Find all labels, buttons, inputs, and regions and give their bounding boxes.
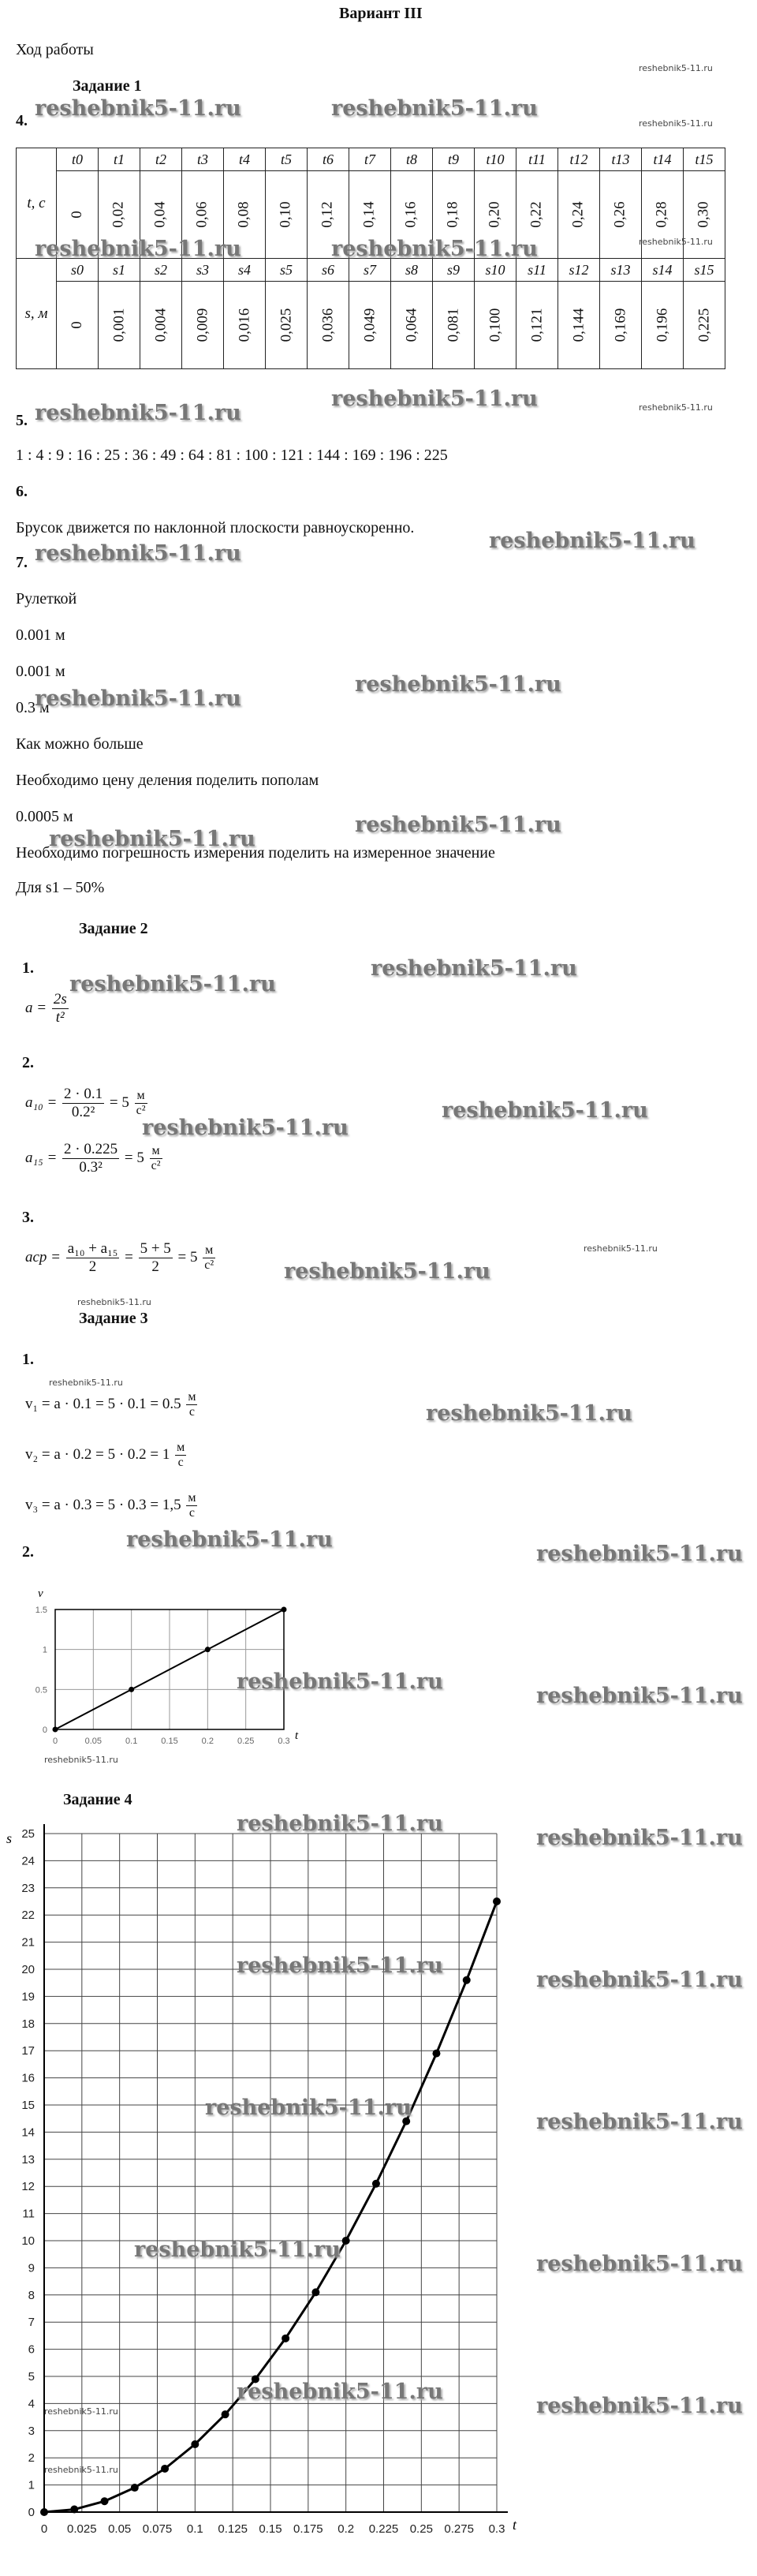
task3-heading: Задание 3 (79, 1310, 148, 1327)
watermark: reshebnik5-11.ru (284, 1259, 490, 1284)
s-header: s4 (224, 259, 266, 282)
t-value: 0,20 (475, 171, 516, 259)
t-value: 0 (57, 171, 99, 259)
y-tick-label: 1 (42, 1645, 47, 1655)
s-value-row (17, 282, 725, 369)
y-tick-label: 20 (21, 1963, 35, 1976)
watermark-small: reshebnik5-11.ru (44, 2465, 118, 2475)
watermark-small: reshebnik5-11.ru (584, 1243, 658, 1254)
s-value: 0,064 (391, 282, 433, 369)
s-value: 0,009 (182, 282, 224, 369)
x-tick-label: 0.125 (218, 2522, 248, 2536)
watermark: reshebnik5-11.ru (331, 96, 538, 121)
halve-text: Необходимо цену деления поделить пополам (16, 772, 319, 789)
watermark: reshebnik5-11.ru (69, 972, 276, 996)
s-header: s8 (391, 259, 433, 282)
x-tick-label: 0 (52, 1737, 58, 1746)
task4-heading: Задание 4 (63, 1791, 132, 1808)
s-value: 0,016 (224, 282, 266, 369)
watermark: reshebnik5-11.ru (536, 1684, 743, 1708)
data-point (432, 2050, 440, 2058)
s-header: s5 (266, 259, 308, 282)
s-header: s11 (516, 259, 558, 282)
t-header: t7 (349, 148, 391, 171)
value-3: 0.3 м (16, 699, 50, 716)
y-axis-label: v (38, 1587, 43, 1600)
y-tick-label: 0.5 (35, 1685, 47, 1696)
t-value: 0,30 (684, 171, 725, 259)
data-point (463, 1976, 471, 1984)
watermark: reshebnik5-11.ru (237, 1811, 443, 1836)
t-value: 0,26 (600, 171, 642, 259)
y-tick-label: 7 (28, 2316, 35, 2330)
s-header: s3 (182, 259, 224, 282)
formula-a10: a₁₀ = $\frac{2 \cdot 0.1}{\text{0.2²}}$ = 5 $\frac{м}{\text{с²}}$ (25, 1086, 146, 1120)
t-header: t12 (558, 148, 600, 171)
s-header: s10 (475, 259, 516, 282)
t-header: t6 (308, 148, 349, 171)
watermark: reshebnik5-11.ru (237, 1669, 443, 1694)
task3-item-1: 1. (22, 1351, 34, 1368)
s-header: s12 (558, 259, 600, 282)
watermark: reshebnik5-11.ru (371, 956, 577, 981)
t-value: 0,10 (266, 171, 308, 259)
x-tick-label: 0.1 (186, 2522, 203, 2536)
x-tick-label: 0.175 (293, 2522, 323, 2536)
x-tick-label: 0.05 (108, 2522, 132, 2536)
s-value: 0,049 (349, 282, 391, 369)
watermark: reshebnik5-11.ru (536, 1542, 743, 1566)
tool-text: Рулеткой (16, 590, 77, 608)
watermark: reshebnik5-11.ru (442, 1098, 648, 1123)
data-point (311, 2288, 319, 2296)
data-point (282, 2335, 289, 2342)
x-tick-label: 0.3 (488, 2522, 505, 2536)
watermark: reshebnik5-11.ru (134, 2238, 341, 2262)
x-tick-label: 0.25 (237, 1737, 255, 1746)
y-tick-label: 5 (28, 2370, 35, 2383)
data-point (70, 2506, 78, 2514)
s-value: 0,169 (600, 282, 642, 369)
y-tick-label: 14 (21, 2125, 35, 2140)
watermark: reshebnik5-11.ru (237, 1953, 443, 1978)
s-value: 0,081 (433, 282, 475, 369)
data-point (131, 2484, 139, 2492)
s-value: 0,036 (308, 282, 349, 369)
watermark: reshebnik5-11.ru (489, 529, 695, 553)
task1-heading: Задание 1 (73, 77, 142, 95)
watermark-small: reshebnik5-11.ru (44, 2406, 118, 2417)
s-value: 0,025 (266, 282, 308, 369)
s-value: 0,144 (558, 282, 600, 369)
y-tick-label: 10 (21, 2234, 35, 2248)
y-tick-label: 3 (28, 2424, 35, 2438)
x-tick-label: 0.2 (201, 1737, 214, 1746)
data-point (493, 1897, 501, 1905)
y-tick-label: 12 (21, 2180, 35, 2194)
x-tick-label: 0.3 (278, 1737, 290, 1746)
y-tick-label: 0 (28, 2506, 35, 2519)
watermark: reshebnik5-11.ru (126, 1527, 333, 1552)
s-header: s7 (349, 259, 391, 282)
y-tick-label: 2 (28, 2451, 35, 2466)
task2-item-2: 2. (22, 1054, 34, 1071)
progress-label: Ход работы (16, 41, 94, 58)
data-point (129, 1687, 134, 1692)
t-value: 0,06 (182, 171, 224, 259)
t-header: t10 (475, 148, 516, 171)
x-tick-label: 0.15 (161, 1737, 178, 1746)
y-tick-label: 11 (22, 2207, 35, 2221)
t-label: t, c (17, 148, 57, 259)
watermark: reshebnik5-11.ru (536, 2110, 743, 2134)
t-value: 0,28 (642, 171, 684, 259)
x-axis-label: t (513, 2517, 517, 2533)
y-tick-label: 16 (21, 2071, 35, 2085)
data-point (161, 2465, 169, 2473)
watermark: reshebnik5-11.ru (536, 1968, 743, 1992)
watermark: reshebnik5-11.ru (536, 2394, 743, 2418)
watermark: reshebnik5-11.ru (35, 401, 241, 425)
t-value: 0,08 (224, 171, 266, 259)
s-header: s6 (308, 259, 349, 282)
velocity-chart (16, 1578, 300, 1759)
data-point (342, 2237, 350, 2245)
watermark: reshebnik5-11.ru (49, 827, 255, 851)
x-tick-label: 0.05 (84, 1737, 103, 1746)
data-point (205, 1647, 211, 1652)
task2-item-1: 1. (22, 959, 34, 977)
y-tick-label: 17 (21, 2044, 35, 2058)
t-header: t1 (99, 148, 140, 171)
watermark: reshebnik5-11.ru (331, 387, 538, 411)
y-tick-label: 4 (28, 2397, 35, 2411)
watermark: reshebnik5-11.ru (536, 1826, 743, 1850)
s-value: 0,225 (684, 282, 725, 369)
t-value: 0,04 (140, 171, 182, 259)
x-tick-label: 0.025 (67, 2522, 97, 2536)
s-header: s2 (140, 259, 182, 282)
t-value: 0,22 (516, 171, 558, 259)
s-header: s15 (684, 259, 725, 282)
watermark: reshebnik5-11.ru (536, 2252, 743, 2276)
x-tick-label: 0.25 (409, 2522, 433, 2536)
formula-a15: a₁₅ = $\frac{2 \cdot 0.225}{\text{0.3²}}$ = 5 $\frac{м}{\text{с²}}$ (25, 1141, 161, 1176)
s-header: s1 (99, 259, 140, 282)
page-title: Вариант III (339, 5, 423, 22)
value-1: 0.001 м (16, 626, 65, 644)
data-point (282, 1607, 287, 1613)
watermark: reshebnik5-11.ru (35, 96, 241, 121)
watermark: reshebnik5-11.ru (237, 2380, 443, 2404)
watermark-small: reshebnik5-11.ru (639, 402, 713, 413)
x-tick-label: 0.15 (259, 2522, 282, 2536)
watermark-small: reshebnik5-11.ru (639, 63, 713, 73)
s-header: s14 (642, 259, 684, 282)
y-tick-label: 13 (21, 2152, 35, 2167)
watermark: reshebnik5-11.ru (205, 2096, 412, 2120)
s-header-row (17, 259, 725, 282)
t-value: 0,18 (433, 171, 475, 259)
velocity-2: v₂ = a · 0.2 = 5 · 0.2 = 1 $\frac{м}{с}$ (25, 1441, 185, 1469)
watermark-small: reshebnik5-11.ru (44, 1755, 118, 1765)
much-text: Как можно больше (16, 735, 144, 753)
velocity-1: v₁ = a · 0.1 = 5 · 0.1 = 0.5 $\frac{м}{с}$ (25, 1390, 196, 1419)
ratio-text: 1 : 4 : 9 : 16 : 25 : 36 : 49 : 64 : 81 : 100 : 121 : 144 : 169 : 196 : 225 (16, 447, 448, 464)
y-tick-label: 1.5 (35, 1606, 47, 1615)
s-value: 0,196 (642, 282, 684, 369)
watermark-small: reshebnik5-11.ru (639, 118, 713, 129)
x-tick-label: 0.1 (125, 1737, 138, 1746)
t-header: t2 (140, 148, 182, 171)
item-6: 6. (16, 483, 28, 500)
y-tick-label: 21 (21, 1935, 35, 1950)
data-point (372, 2180, 380, 2188)
task2-heading: Задание 2 (79, 920, 148, 937)
watermark: reshebnik5-11.ru (35, 237, 241, 261)
s1-text: Для s1 – 50% (16, 879, 105, 896)
t-header: t14 (642, 148, 684, 171)
motion-text: Брусок движется по наклонной плоскости равноускоренно. (16, 519, 415, 537)
watermark: reshebnik5-11.ru (35, 686, 241, 711)
watermark: reshebnik5-11.ru (142, 1116, 349, 1140)
t-header: t11 (516, 148, 558, 171)
formula-a: a = $\frac{2s}{\text{t²}}$ (25, 991, 67, 1026)
s-value: 0,004 (140, 282, 182, 369)
y-tick-label: 24 (21, 1854, 35, 1868)
data-point (191, 2440, 199, 2448)
x-axis-label: t (295, 1729, 299, 1742)
watermark: reshebnik5-11.ru (355, 672, 561, 697)
velocity-3: v₃ = a · 0.3 = 5 · 0.3 = 1,5 $\frac{м}{с}$ (25, 1491, 196, 1520)
x-tick-label: 0.075 (142, 2522, 173, 2536)
watermark-small: reshebnik5-11.ru (77, 1297, 151, 1307)
divide-text: Необходимо погрешность измерения поделить на измеренное значение (16, 844, 495, 862)
t-value: 0,14 (349, 171, 391, 259)
y-tick-label: 8 (28, 2288, 35, 2302)
watermark: reshebnik5-11.ru (355, 813, 561, 837)
t-header: t15 (684, 148, 725, 171)
value-2: 0.001 м (16, 663, 65, 680)
t-value: 0,02 (99, 171, 140, 259)
t-header: t8 (391, 148, 433, 171)
t-header: t13 (600, 148, 642, 171)
distance-chart (0, 1815, 520, 2572)
t-header: t4 (224, 148, 266, 171)
s-value: 0,100 (475, 282, 516, 369)
t-header: t9 (433, 148, 475, 171)
t-header: t0 (57, 148, 99, 171)
s-header: s9 (433, 259, 475, 282)
s-value: 0,121 (516, 282, 558, 369)
t-header: t3 (182, 148, 224, 171)
s-header: s0 (57, 259, 99, 282)
y-tick-label: 23 (21, 1881, 35, 1895)
value-4: 0.0005 м (16, 808, 73, 825)
watermark-small: reshebnik5-11.ru (49, 1378, 123, 1388)
y-tick-label: 1 (28, 2478, 35, 2492)
y-tick-label: 22 (21, 1909, 35, 1923)
task3-item-2: 2. (22, 1543, 34, 1561)
t-value: 0,12 (308, 171, 349, 259)
data-point (222, 2410, 229, 2418)
y-tick-label: 25 (21, 1827, 35, 1841)
x-tick-label: 0.2 (337, 2522, 355, 2536)
watermark: reshebnik5-11.ru (426, 1401, 632, 1426)
item-5: 5. (16, 412, 28, 429)
s-header: s13 (600, 259, 642, 282)
s-label: s, м (17, 259, 57, 369)
item-7: 7. (16, 554, 28, 571)
y-tick-label: 6 (28, 2342, 35, 2357)
task2-item-3: 3. (22, 1209, 34, 1226)
data-point (53, 1727, 58, 1733)
y-tick-label: 19 (21, 1990, 35, 2004)
y-tick-label: 18 (21, 2017, 35, 2031)
s-value: 0,001 (99, 282, 140, 369)
t-value: 0,24 (558, 171, 600, 259)
t-header-row (17, 148, 725, 171)
y-tick-label: 9 (28, 2261, 35, 2275)
data-point (40, 2508, 48, 2516)
data-point (101, 2497, 109, 2505)
x-tick-label: 0.275 (444, 2522, 474, 2536)
t-header: t5 (266, 148, 308, 171)
t-value: 0,16 (391, 171, 433, 259)
formula-aavg: aср = $\frac{\text{a₁₀ + a₁₅}}{2}$ = $\frac{5 + 5}{2}$ = 5 $\frac{м}{\text{с²}}$ (25, 1240, 214, 1275)
watermark: reshebnik5-11.ru (331, 237, 538, 261)
watermark: reshebnik5-11.ru (35, 541, 241, 566)
watermark-small: reshebnik5-11.ru (639, 237, 713, 247)
s-value: 0 (57, 282, 99, 369)
item-4: 4. (16, 112, 28, 129)
y-tick-label: 15 (21, 2099, 35, 2112)
x-tick-label: 0 (40, 2522, 48, 2536)
y-axis-label: s (6, 1830, 13, 1846)
y-tick-label: 0 (42, 1725, 47, 1735)
x-tick-label: 0.225 (368, 2522, 399, 2536)
